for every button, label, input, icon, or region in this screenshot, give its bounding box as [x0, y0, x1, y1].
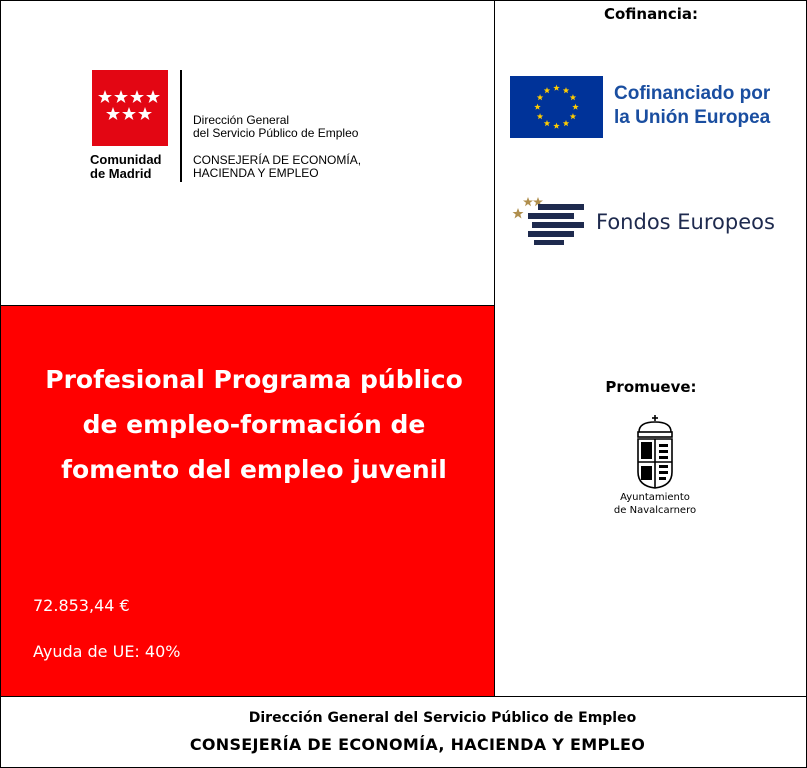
madrid-consejeria-text	[193, 154, 361, 180]
ayuntamiento-text	[570, 491, 740, 517]
fondos-europeos-icon	[508, 194, 588, 248]
madrid-cons-line2: HACIENDA Y EMPLEO	[193, 166, 319, 180]
column-divider	[494, 0, 495, 696]
footer-divider	[0, 696, 807, 697]
ayto-line1: Ayuntamiento	[620, 492, 690, 503]
eu-stars-icon	[510, 76, 603, 138]
madrid-dg-text	[193, 114, 358, 140]
eu-star	[570, 94, 576, 100]
eu-star	[553, 85, 559, 91]
cofinancia-heading: Cofinancia:	[603, 5, 699, 23]
promueve-heading: Promueve:	[605, 378, 697, 396]
eu-star	[563, 87, 569, 93]
navalcarnero-crest-icon	[633, 414, 677, 490]
ayto-line2: de Navalcarnero	[613, 505, 697, 516]
eu-star	[553, 123, 559, 129]
eu-text-line1: Cofinanciado por	[614, 83, 771, 104]
project-amount: 72.853,44 €	[33, 596, 130, 615]
project-title-line3: fomento del empleo juvenil	[61, 455, 447, 484]
footer-consejeria: CONSEJERÍA DE ECONOMÍA, HACIENDA Y EMPLEO	[189, 735, 646, 754]
madrid-dg-line2: del Servicio Público de Empleo	[193, 126, 359, 140]
madrid-name-line1: Comunidad	[90, 152, 162, 167]
madrid-name	[90, 153, 162, 181]
madrid-stars-icon	[92, 70, 168, 146]
project-title-line1: Profesional Programa público	[45, 365, 463, 394]
eu-cofinanced-text	[614, 82, 770, 130]
eu-star	[544, 120, 550, 126]
footer-dg: Dirección General del Servicio Público de Empleo	[248, 710, 637, 726]
project-aid: Ayuda de UE: 40%	[33, 642, 181, 661]
madrid-dg-line1: Dirección General	[193, 113, 290, 127]
madrid-cons-line1: CONSEJERÍA DE ECONOMÍA,	[193, 153, 362, 167]
project-title	[22, 357, 486, 492]
eu-flag-logo	[510, 76, 603, 138]
project-title-line2: de empleo-formación de	[82, 410, 426, 439]
eu-star	[572, 104, 578, 110]
eu-star	[537, 113, 543, 119]
eu-star	[563, 120, 569, 126]
eu-star	[570, 113, 576, 119]
madrid-name-line2: de Madrid	[90, 166, 152, 181]
eu-star	[534, 104, 540, 110]
fondos-europeos-text: Fondos Europeos	[596, 210, 775, 234]
madrid-logo-divider	[180, 70, 182, 182]
madrid-flag-logo	[92, 70, 168, 146]
eu-star	[544, 87, 550, 93]
eu-text-line2: la Unión Europea	[614, 107, 771, 128]
eu-star	[537, 94, 543, 100]
